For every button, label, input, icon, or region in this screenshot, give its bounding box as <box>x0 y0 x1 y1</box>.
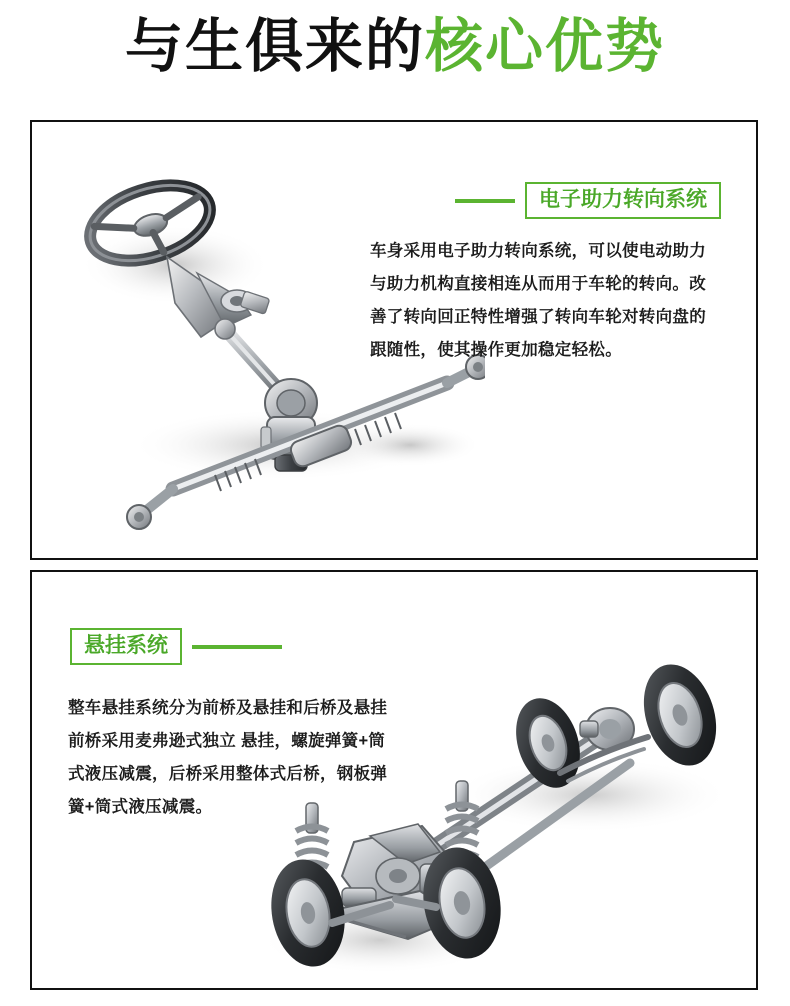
suspension-line-3: 式液压减震，后桥采用整体式后桥，钢板弹 <box>68 765 388 783</box>
suspension-heading-rule <box>192 645 282 649</box>
steering-heading-row <box>455 182 721 219</box>
suspension-line-4: 簧+筒式液压减震。 <box>68 798 213 816</box>
steering-line-2: 与助力机构直接相连从而用于车轮的转向。改 <box>370 275 706 293</box>
steering-line-4: 跟随性，使其操作更加稳定轻松。 <box>370 341 622 359</box>
suspension-line-2: 前桥采用麦弗逊式独立 悬挂，螺旋弹簧+筒 <box>68 732 386 750</box>
page-title <box>0 0 790 79</box>
steering-heading-rule <box>455 199 515 203</box>
suspension-chassis-image <box>250 655 750 985</box>
page-title-dark: 与生俱来的 <box>124 14 425 79</box>
page-title-green: 核心优势 <box>425 14 666 79</box>
steering-line-3: 善了转向回正特性增强了转向车轮对转向盘的 <box>370 308 706 326</box>
steering-body-text <box>370 235 730 367</box>
steering-line-1: 车身采用电子助力转向系统，可以使电动助力 <box>370 242 706 260</box>
suspension-heading-label: 悬挂系统 <box>70 628 182 665</box>
suspension-line-1: 整车悬挂系统分为前桥及悬挂和后桥及悬挂 <box>68 699 388 717</box>
steering-heading-label: 电子助力转向系统 <box>525 182 721 219</box>
